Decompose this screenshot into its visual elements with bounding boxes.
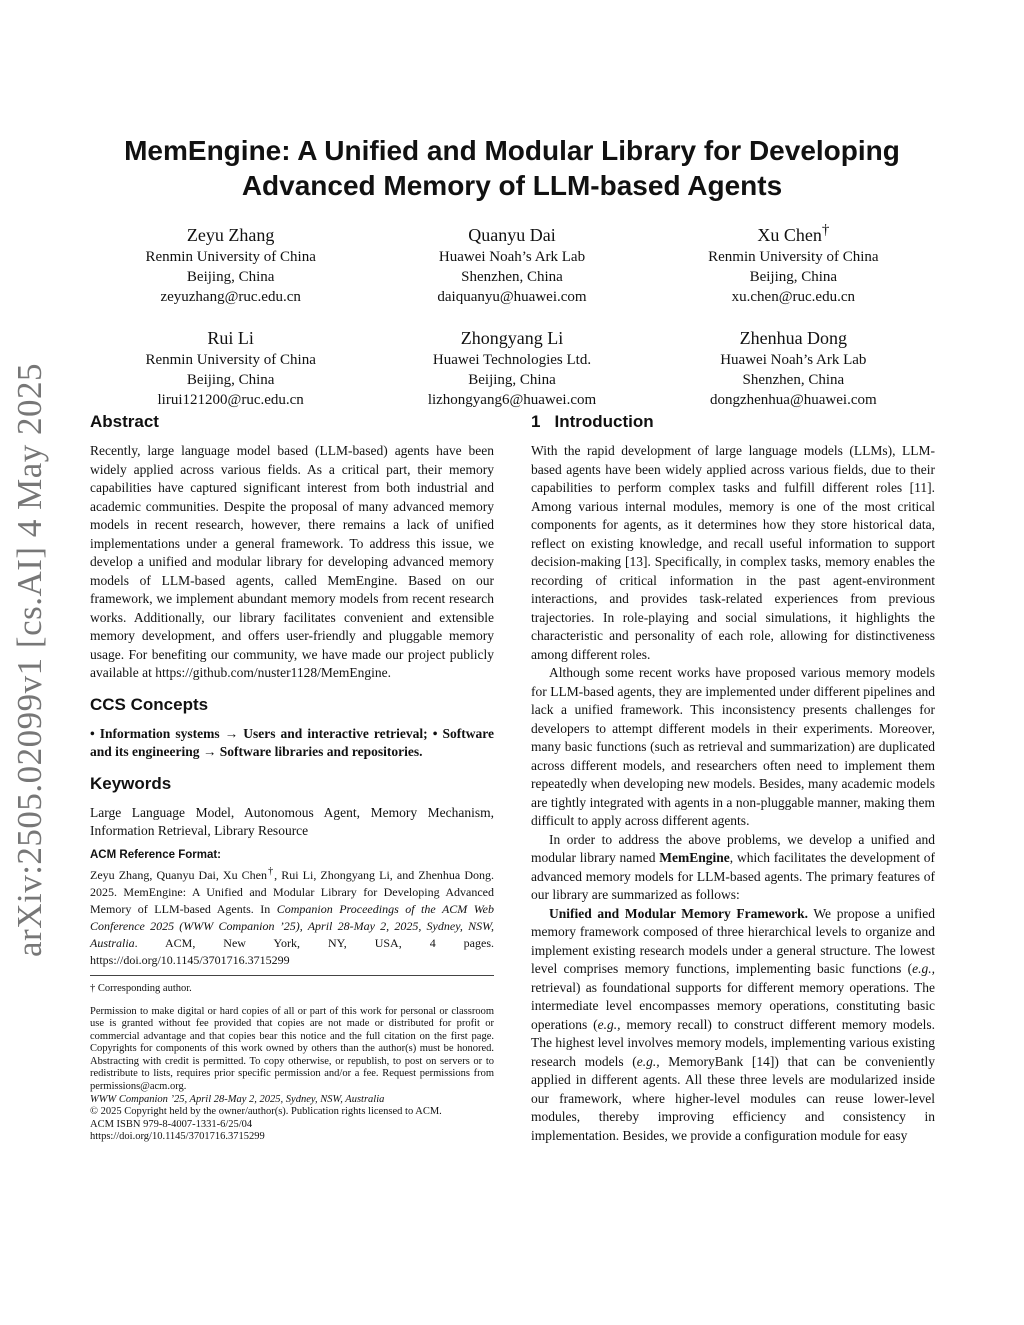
section-number: 1	[531, 412, 541, 431]
author-email[interactable]: lizhongyang6@huawei.com	[427, 392, 597, 408]
author-name: Zhenhua Dong	[739, 328, 848, 348]
left-column	[90, 410, 494, 1144]
author-location: Beijing, China	[186, 269, 275, 285]
author-name: Xu Chen†	[757, 222, 830, 245]
intro-paragraph-4: Unified and Modular Memory Framework. We propose a unified memory framework composed of three hierarchical levels to organize and implement existing research models under a general structure. The lowest level comprises memory functions, implementing basic functions (e.g., retrieval) as foundational supports for different memory operations. The intermediate level encompasses memory operations, constituting basic operations (e.g., memory recall) to construct different memory models. The highest level involves memory models, implementing various existing research models (e.g., MemoryBank [14]) that can be conveniently applied in different agents. All these three levels are modularized inside our framework, where higher-level modules can reuse lower-level modules, thereby improving efficiency and consistency in implementation. Besides, we provide a configuration module for easy	[531, 905, 935, 1143]
acm-reference-venue: Companion Proceedings of the ACM Web Conference 2025 (WWW Companion ’25), April 28-May 2, 2025, Sydney, NSW, Australia	[90, 901, 494, 950]
author-affiliation: Huawei Noah’s Ark Lab	[438, 249, 586, 265]
right-column	[531, 410, 935, 1145]
section-title: Introduction	[554, 412, 654, 431]
copyright-notice: © 2025 Copyright held by the owner/author(s). Publication rights licensed to ACM.	[90, 1106, 442, 1118]
author-name: Zeyu Zhang	[186, 225, 275, 245]
author-affiliation: Renmin University of China	[708, 249, 879, 265]
isbn: ACM ISBN 979-8-4007-1331-6/25/04	[90, 1118, 253, 1130]
author-email[interactable]: lirui121200@ruc.edu.cn	[157, 392, 304, 408]
author-email[interactable]: daiquanyu@huawei.com	[437, 289, 587, 305]
author-location: Shenzhen, China	[742, 372, 845, 388]
author-card	[371, 321, 652, 410]
paper-title-line-2: Advanced Memory of LLM-based Agents	[241, 170, 783, 201]
author-location: Shenzhen, China	[461, 269, 563, 285]
author-affiliation: Huawei Technologies Ltd.	[432, 352, 592, 368]
author-name: Zhongyang Li	[460, 328, 564, 348]
author-affiliation: Renmin University of China	[145, 352, 316, 368]
footnote-divider	[90, 975, 494, 976]
ccs-concepts-text: • Information systems → Users and interactive retrieval; • Software and its engineering → Software libraries and repositories.	[90, 725, 494, 759]
keywords-heading: Keywords	[90, 773, 172, 793]
author-email[interactable]: dongzhenhua@huawei.com	[709, 392, 877, 408]
arxiv-identifier	[8, 365, 52, 955]
ccs-heading: CCS Concepts	[90, 694, 209, 714]
arxiv-identifier-text: arXiv:2505.02099v1 [cs.AI] 4 May 2025	[10, 363, 49, 957]
doi-link[interactable]: https://doi.org/10.1145/3701716.3715299	[90, 1131, 265, 1143]
intro-paragraph-2: Although some recent works have proposed various memory models for LLM-based agents, they are implemented under different pipelines and lack a unified framework. This inconsistency presents challenges for developers to attempt different models in their experiments. Moreover, many basic functions (such as retrieval and summarization) are duplicated across different models, and researchers often need to implement them repeatedly when developing new models. Besides, many academic models are tightly integrated with agents in a non-pluggable manner, making them difficult to apply across different agents.	[531, 665, 935, 828]
author-location: Beijing, China	[749, 269, 838, 285]
author-card	[90, 321, 371, 410]
acm-reference-text: Zeyu Zhang, Quanyu Dai, Xu Chen†, Rui Li, Zhongyang Li, and Zhenhua Dong. 2025. MemEngine: A Unified and Modular Library for Developing Advanced Memory of LLM-based Agents. In Companion Proceedings of the ACM Web Conference 2025 (WWW Companion ’25), April 28-May 2, 2025, Sydney, NSW, Australia. ACM, New York, NY, USA, 4 pages. https://doi.org/10.1145/3701716.3715299	[90, 865, 495, 967]
author-block	[90, 218, 934, 410]
feature-lead: Unified and Modular Memory Framework.	[549, 905, 808, 921]
permission-block	[90, 1006, 494, 1145]
author-email[interactable]: zeyuzhang@ruc.edu.cn	[160, 289, 301, 305]
author-affiliation: Renmin University of China	[145, 249, 316, 265]
corresponding-author-mark: †	[821, 222, 830, 238]
author-email[interactable]: xu.chen@ruc.edu.cn	[731, 289, 855, 305]
permission-text: Permission to make digital or hard copies of all or part of this work for personal or classroom use is granted without fee provided that copies are not made or distributed for profit or commercial advantage and that copies bear this notice and the full citation on the first page. Copyrights for components of this work owned by others than the author(s) must be honored. Abstracting with credit is permitted. To copy otherwise, or republish, to post on servers or to redistribute to lists, requires prior specific permission and/or a fee. Request permissions from permissions@acm.org.	[90, 1005, 494, 1093]
author-name: Rui Li	[207, 328, 254, 348]
footnote-corresponding-author: † Corresponding author.	[90, 982, 192, 994]
author-card	[653, 218, 934, 307]
acm-reference-heading: ACM Reference Format:	[90, 848, 221, 861]
paper-title-line-1: MemEngine: A Unified and Modular Library for Developing	[124, 135, 900, 166]
author-card	[90, 218, 371, 307]
introduction-heading	[531, 410, 935, 434]
intro-paragraph-3: In order to address the above problems, we develop a unified and modular library named MemEngine, which facilitates the development of advanced memory models for LLM-based agents. The primary features of our library are summarized as follows:	[531, 831, 935, 902]
abstract-text: Recently, large language model based (LLM-based) agents have been widely applied across various fields. As a critical part, their memory capabilities have captured significant interest from both industrial and academic communities. Despite the proposal of many advanced memory models in recent research, however, there remains a lack of unified implementations under a general framework. To address this issue, we develop a unified and modular library for developing advanced memory models of LLM-based agents, called MemEngine. Based on our framework, we implement abundant memory models from recent research works. Additionally, our library facilitates convenient and extensible memory development, and offers user-friendly and pluggable memory usage. For benefiting our community, we have made our project publicly available at https://github.com/nuster1128/MemEngine.	[90, 443, 494, 680]
author-card	[653, 321, 934, 410]
author-location: Beijing, China	[468, 372, 556, 388]
conference-info: WWW Companion ’25, April 28-May 2, 2025, Sydney, NSW, Australia	[90, 1093, 385, 1105]
author-location: Beijing, China	[186, 372, 275, 388]
library-name: MemEngine	[659, 850, 730, 865]
paper-title	[90, 133, 934, 203]
author-card	[371, 218, 652, 307]
author-name: Quanyu Dai	[468, 225, 556, 245]
author-affiliation: Huawei Noah’s Ark Lab	[720, 352, 867, 368]
keywords-text: Large Language Model, Autonomous Agent, Memory Mechanism, Information Retrieval, Library Resource	[90, 804, 494, 838]
intro-paragraph-1: With the rapid development of large language models (LLMs), LLM-based agents have been widely applied across various fields, due to their capabilities to perform complex tasks and fulfill different roles [11]. Among various internal modules, memory is one of the most critical components for agents, as it determines how they store historical data, reflect on existing knowledge, and recall useful information to support decision-making [13]. Specifically, in complex tasks, memory enables the recording of critical information in the past agent-environment interactions, and provides task-related experiences from previous trajectories. In role-playing and social simulations, it highlights the characteristic and personality of each role, allowing for distinctiveness among different roles.	[531, 443, 935, 662]
abstract-heading: Abstract	[90, 412, 159, 431]
